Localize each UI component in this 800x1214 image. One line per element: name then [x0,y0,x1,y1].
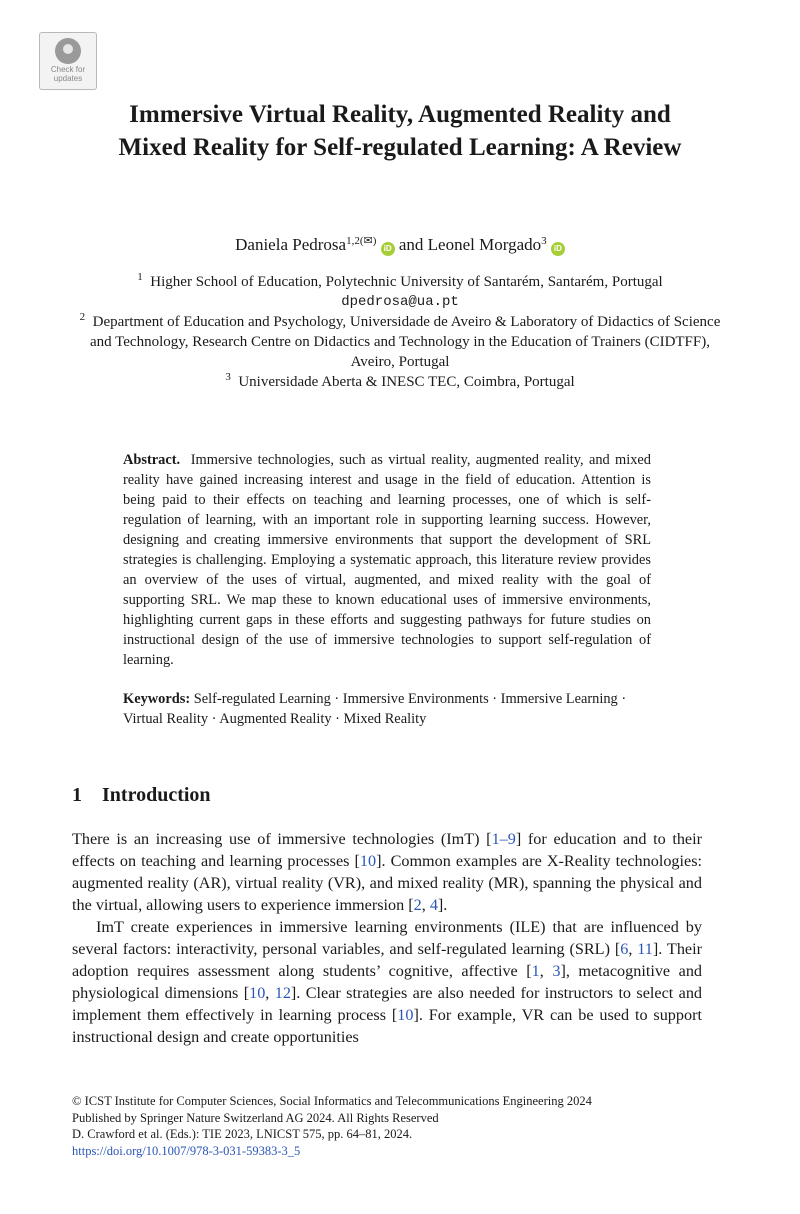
affiliation-number: 2 [79,311,86,323]
footer-copyright: © ICST Institute for Computer Sciences, Social Informatics and Telecommunications Engineering 2024 [72,1094,592,1108]
text-run: ImT create experiences in immersive learning environments (ILE) that are influenced by several factors: interactivity, personal variables, and self-regulated learning (SRL) [ [72,918,702,958]
citation-link[interactable]: 11 [637,940,653,958]
citation-link[interactable]: 3 [552,962,561,980]
badge-label: Check for updates [50,65,86,83]
paragraph [72,916,702,1048]
orcid-icon[interactable]: iD [381,242,395,256]
text-run: ] for education and to their effects on teaching and learning processes [ [72,830,702,870]
affiliation-number: 3 [225,371,231,383]
author-name: Daniela Pedrosa [235,235,347,254]
section-title: Introduction [102,784,211,806]
author-connector: and [398,235,424,254]
update-icon [55,38,81,64]
text-run: ]. [437,896,448,914]
citation-link[interactable]: 2 [413,896,422,914]
author-name: Leonel Morgado [427,235,542,254]
keywords-text: Self-regulated Learning · Immersive Environments · Immersive Learning · Virtual Reality · Augmented Reality · Mixed Reality [123,691,627,727]
text-run: There is an increasing use of immersive technologies (ImT) [ [72,830,492,848]
doi-link[interactable]: https://doi.org/10.1007/978-3-031-59383-3_5 [72,1143,301,1158]
citation-link[interactable]: 6 [620,940,629,958]
text-run: ]. For example, VR can be used to support instructional design and create opportunities [72,1006,702,1046]
citation-link[interactable]: 10 [397,1006,414,1024]
author-line [100,234,700,256]
citation-link[interactable]: 4 [429,896,438,914]
citation-link[interactable]: 12 [274,984,291,1002]
abstract-text: Immersive technologies, such as virtual reality, augmented reality, and mixed reality have gained increasing interest and usage in the field of education. Attention is being paid to their effects on teaching and learning processes, one of which is self-regulation of learning, with an important role in supporting learning success. However, designing and creating immersive environments that support the development of SRL strategies is challenging. Employing a systematic approach, this literature review provides an overview of the uses of virtual, augmented, and mixed reality with the goal of supporting SRL. We map these to known educational uses of immersive environments, highlighting current gaps in these efforts and suggesting pathways for future studies on instructional design of the use of immersive technologies to support self-regulation of learning. [123,452,651,668]
affiliation-text: Department of Education and Psychology, Universidade de Aveiro & Laboratory of Didactics of Science and Technology, Research Centre on Didactics and Technology in the Education of Trainers (CIDTFF), Aveiro, Portugal [90,314,721,370]
text-run: , [265,984,275,1002]
orcid-icon[interactable]: iD [551,242,565,256]
text-run: , [539,962,553,980]
affiliation-text: Universidade Aberta & INESC TEC, Coimbra, Portugal [238,374,575,390]
text-run: ], metacognitive and physiological dimensions [ [72,962,703,1002]
abstract-label: Abstract. [123,452,181,468]
text-run: , [628,940,638,958]
paper-title: Immersive Virtual Reality, Augmented Reality and Mixed Reality for Self-regulated Learning: A Review [118,101,682,161]
abstract [123,450,651,670]
affiliation-1 [72,272,728,292]
section-heading [72,782,211,808]
citation-link[interactable]: 1 [531,962,540,980]
affiliation-number: 1 [137,271,143,283]
author-affiliation-marker: 1,2(✉) [346,235,377,247]
copyright-footer [72,1093,712,1159]
text-run: ]. Common examples are X-Reality technologies: augmented reality (AR), virtual reality (VR), and mixed reality (MR), spanning the physical and the virtual, allowing users to experience immersion [ [72,852,702,914]
affiliation-text: Higher School of Education, Polytechnic University of Santarém, Santarém, Portugal [150,274,663,290]
affiliation-3 [72,372,728,392]
citation-link[interactable]: 1–9 [491,830,516,848]
section-number: 1 [72,784,82,806]
body-text [72,828,702,1048]
affiliations [72,272,728,392]
footer-publisher: Published by Springer Nature Switzerland AG 2024. All Rights Reserved [72,1110,439,1125]
author-email[interactable]: dpedrosa@ua.pt [341,294,459,310]
citation-link[interactable]: 10 [249,984,266,1002]
citation-link[interactable]: 10 [359,852,377,870]
affiliation-2 [72,312,728,372]
text-run: , [421,896,430,914]
keywords-label: Keywords: [123,691,191,707]
author-affiliation-marker: 3 [541,235,547,247]
check-for-updates-badge[interactable] [39,32,97,90]
text-run: ]. Clear strategies are also needed for instructors to select and implement them effectively in learning process [ [72,984,703,1024]
keywords [123,689,651,729]
footer-citation: D. Crawford et al. (Eds.): TIE 2023, LNICST 575, pp. 64–81, 2024. [72,1127,413,1141]
paragraph [72,828,702,916]
text-run: ]. Their adoption requires assessment along students’ cognitive, affective [ [72,940,702,980]
